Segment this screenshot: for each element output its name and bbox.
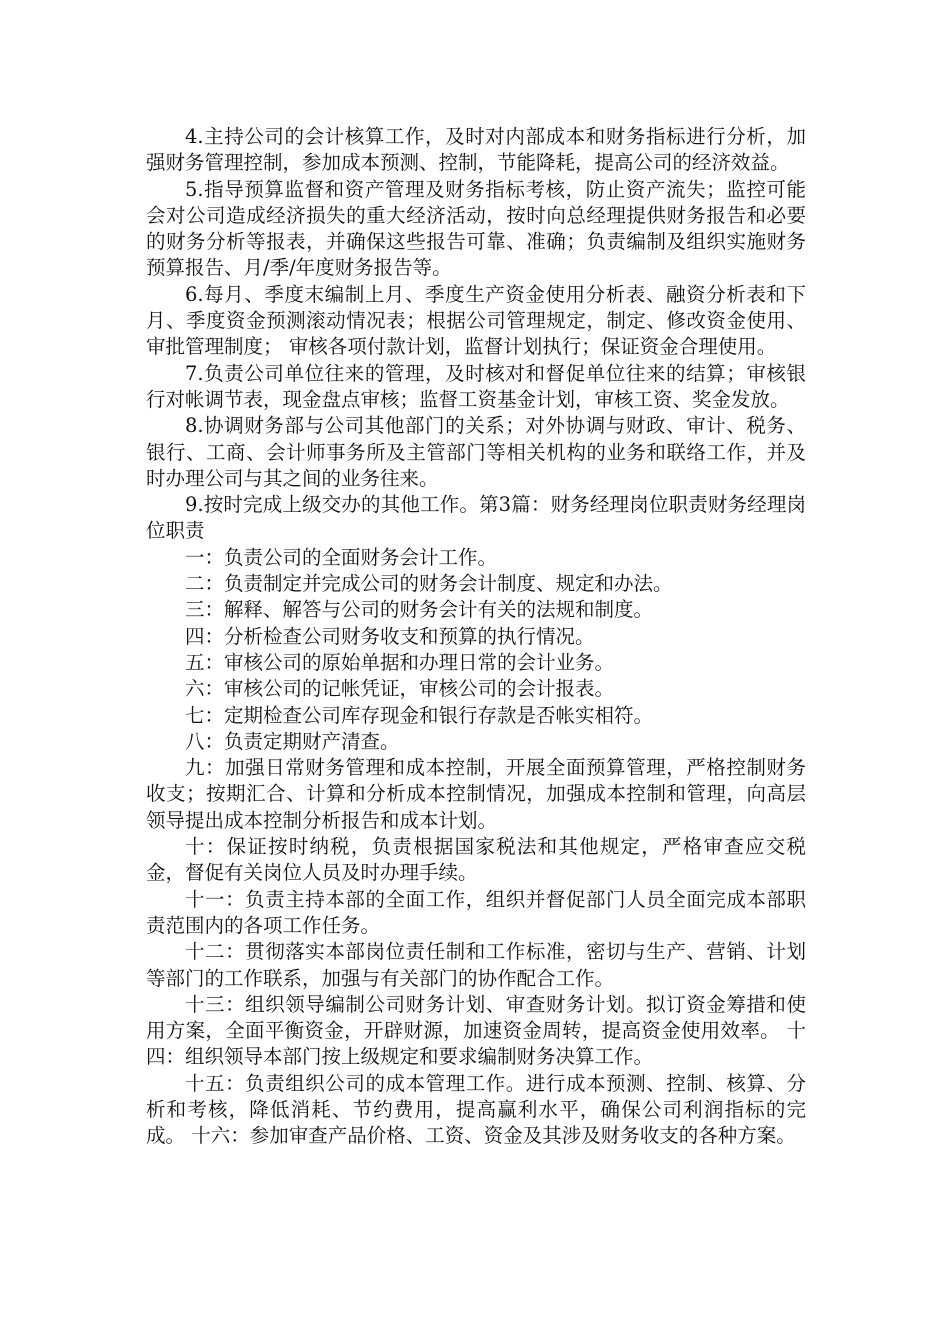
- document-body: [146, 124, 806, 1150]
- paragraph-item-6: 6.每月、季度末编制上月、季度生产资金使用分析表、融资分析表和下月、季度资金预测滚动情况表；根据公司管理规定，制定、修改资金使用、审批管理制度； 审核各项付款计划，监督计划执行；保证资金合理使用。: [146, 282, 806, 359]
- duty-item-10: 十：保证按时纳税，负责根据国家税法和其他规定，严格审查应交税金，督促有关岗位人员及时办理手续。: [146, 835, 806, 885]
- paragraph-item-4: 4.主持公司的会计核算工作，及时对内部成本和财务指标进行分析，加强财务管理控制，参加成本预测、控制，节能降耗，提高公司的经济效益。: [146, 125, 806, 175]
- duty-item-8: 八：负责定期财产清查。: [185, 729, 400, 753]
- paragraph-item-9-and-heading: 9.按时完成上级交办的其他工作。第3篇：财务经理岗位职责财务经理岗位职责: [146, 493, 806, 543]
- paragraph-item-7: 7.负责公司单位往来的管理，及时核对和督促单位往来的结算；审核银行对帐调节表，现金盘点审核；监督工资基金计划，审核工资、奖金发放。: [146, 361, 806, 411]
- duty-item-2: 二：负责制定并完成公司的财务会计制度、规定和办法。: [185, 572, 673, 596]
- duty-item-3: 三：解释、解答与公司的财务会计有关的法规和制度。: [185, 598, 654, 622]
- duty-item-5: 五：审核公司的原始单据和办理日常的会计业务。: [185, 650, 615, 674]
- paragraph-item-5: 5.指导预算监督和资产管理及财务指标考核，防止资产流失；监控可能会对公司造成经济损失的重大经济活动，按时向总经理提供财务报告和必要的财务分析等报表，并确保这些报告可靠、准确；负责编制及组织实施财务预算报告、月/季/年度财务报告等。: [146, 177, 806, 280]
- duty-item-4: 四：分析检查公司财务收支和预算的执行情况。: [185, 624, 595, 648]
- paragraph-item-8: 8.协调财务部与公司其他部门的关系；对外协调与财政、审计、税务、银行、工商、会计师事务所及主管部门等相关机构的业务和联络工作，并及时办理公司与其之间的业务往来。: [146, 414, 806, 490]
- duty-item-12: 十二：贯彻落实本部岗位责任制和工作标准，密切与生产、营销、计划等部门的工作联系，加强与有关部门的协作配合工作。: [146, 940, 806, 990]
- duty-item-13-14: 十三：组织领导编制公司财务计划、审查财务计划。拟订资金筹措和使用方案，全面平衡资金，开辟财源，加速资金周转，提高资金使用效率。 十四：组织领导本部门按上级规定和要求编制财务决算工作。: [146, 992, 806, 1069]
- duty-item-15-16: 十五：负责组织公司的成本管理工作。进行成本预测、控制、核算、分析和考核，降低消耗、节约费用，提高赢利水平，确保公司利润指标的完成。 十六：参加审查产品价格、工资、资金及其涉及财务收支的各种方案。: [146, 1071, 806, 1148]
- duty-item-7: 七：定期检查公司库存现金和银行存款是否帐实相符。: [185, 703, 654, 727]
- duty-item-9: 九：加强日常财务管理和成本控制，开展全面预算管理，严格控制财务收支；按期汇合、计算和分析成本控制情况，加强成本控制和管理，向高层领导提出成本控制分析报告和成本计划。: [146, 756, 806, 832]
- duty-item-11: 十一：负责主持本部的全面工作，组织并督促部门人员全面完成本部职责范围内的各项工作任务。: [146, 887, 806, 937]
- duty-item-1: 一：负责公司的全面财务会计工作。: [185, 545, 498, 569]
- duty-item-6: 六：审核公司的记帐凭证，审核公司的会计报表。: [185, 677, 615, 701]
